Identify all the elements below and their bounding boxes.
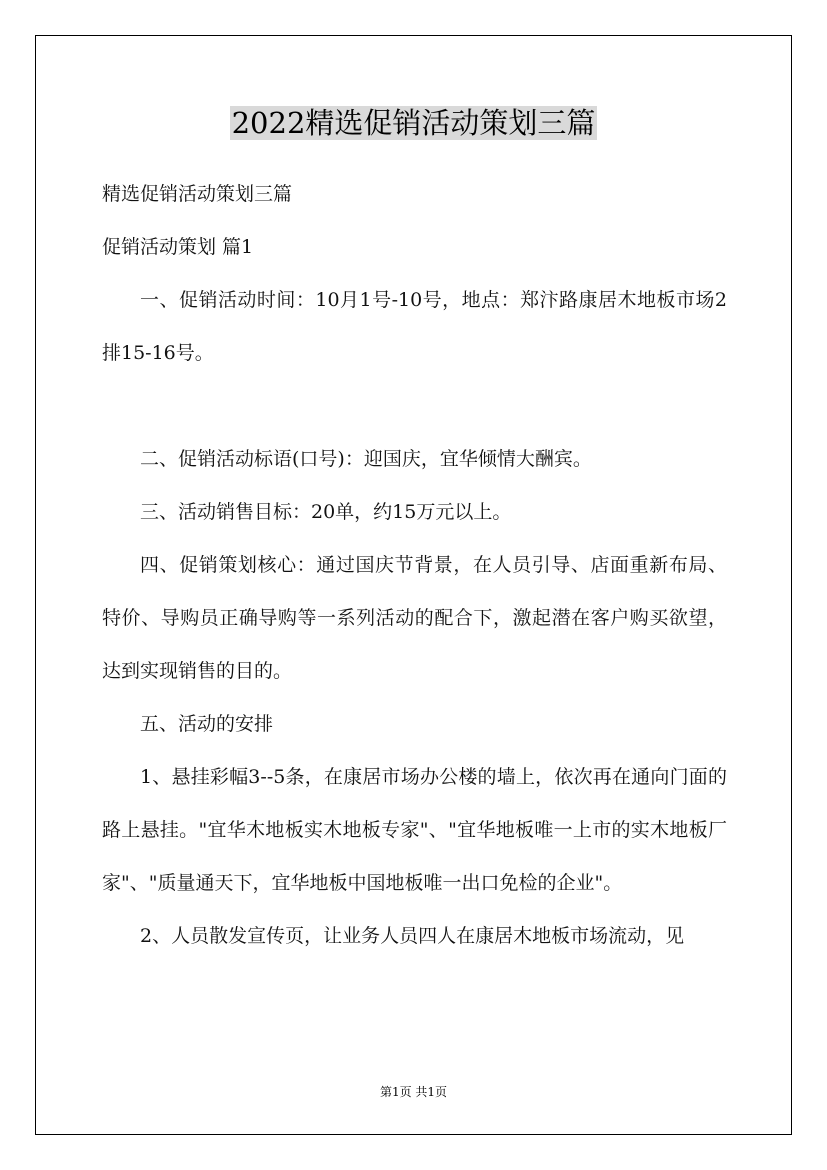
paragraph: 三、活动销售目标：20单，约15万元以上。: [140, 501, 512, 523]
paragraph: 一、促销活动时间：10月1号-10号，地点：郑汴路康居木地板市场2排15-16号。: [102, 289, 727, 364]
paragraph: 2、人员散发宣传页，让业务人员四人在康居木地板市场流动，见: [140, 925, 685, 947]
document-title-text: 2022精选促销活动策划三篇: [231, 106, 596, 140]
page-footer: 第1页 共1页: [379, 1085, 448, 1099]
section-heading: 促销活动策划 篇1: [102, 236, 254, 258]
paragraph: 1、悬挂彩幅3--5条，在康居市场办公楼的墙上，依次再在通向门面的路上悬挂。"宜华木地板实木地板专家"、"宜华地板唯一上市的实木地板厂家"、"质量通天下，宜华地板中国地板唯一出口免检的企业"。: [102, 766, 727, 894]
document-title: [0, 100, 827, 146]
paragraph: 四、促销策划核心：通过国庆节背景，在人员引导、店面重新布局、特价、导购员正确导购等一系列活动的配合下，激起潜在客户购买欲望，达到实现销售的目的。: [102, 554, 727, 682]
paragraph: 二、促销活动标语(口号)：迎国庆，宜华倾情大酬宾。: [140, 448, 592, 470]
document-body: [102, 168, 727, 963]
subtitle: 精选促销活动策划三篇: [102, 183, 293, 205]
paragraph: 五、活动的安排: [140, 713, 274, 735]
